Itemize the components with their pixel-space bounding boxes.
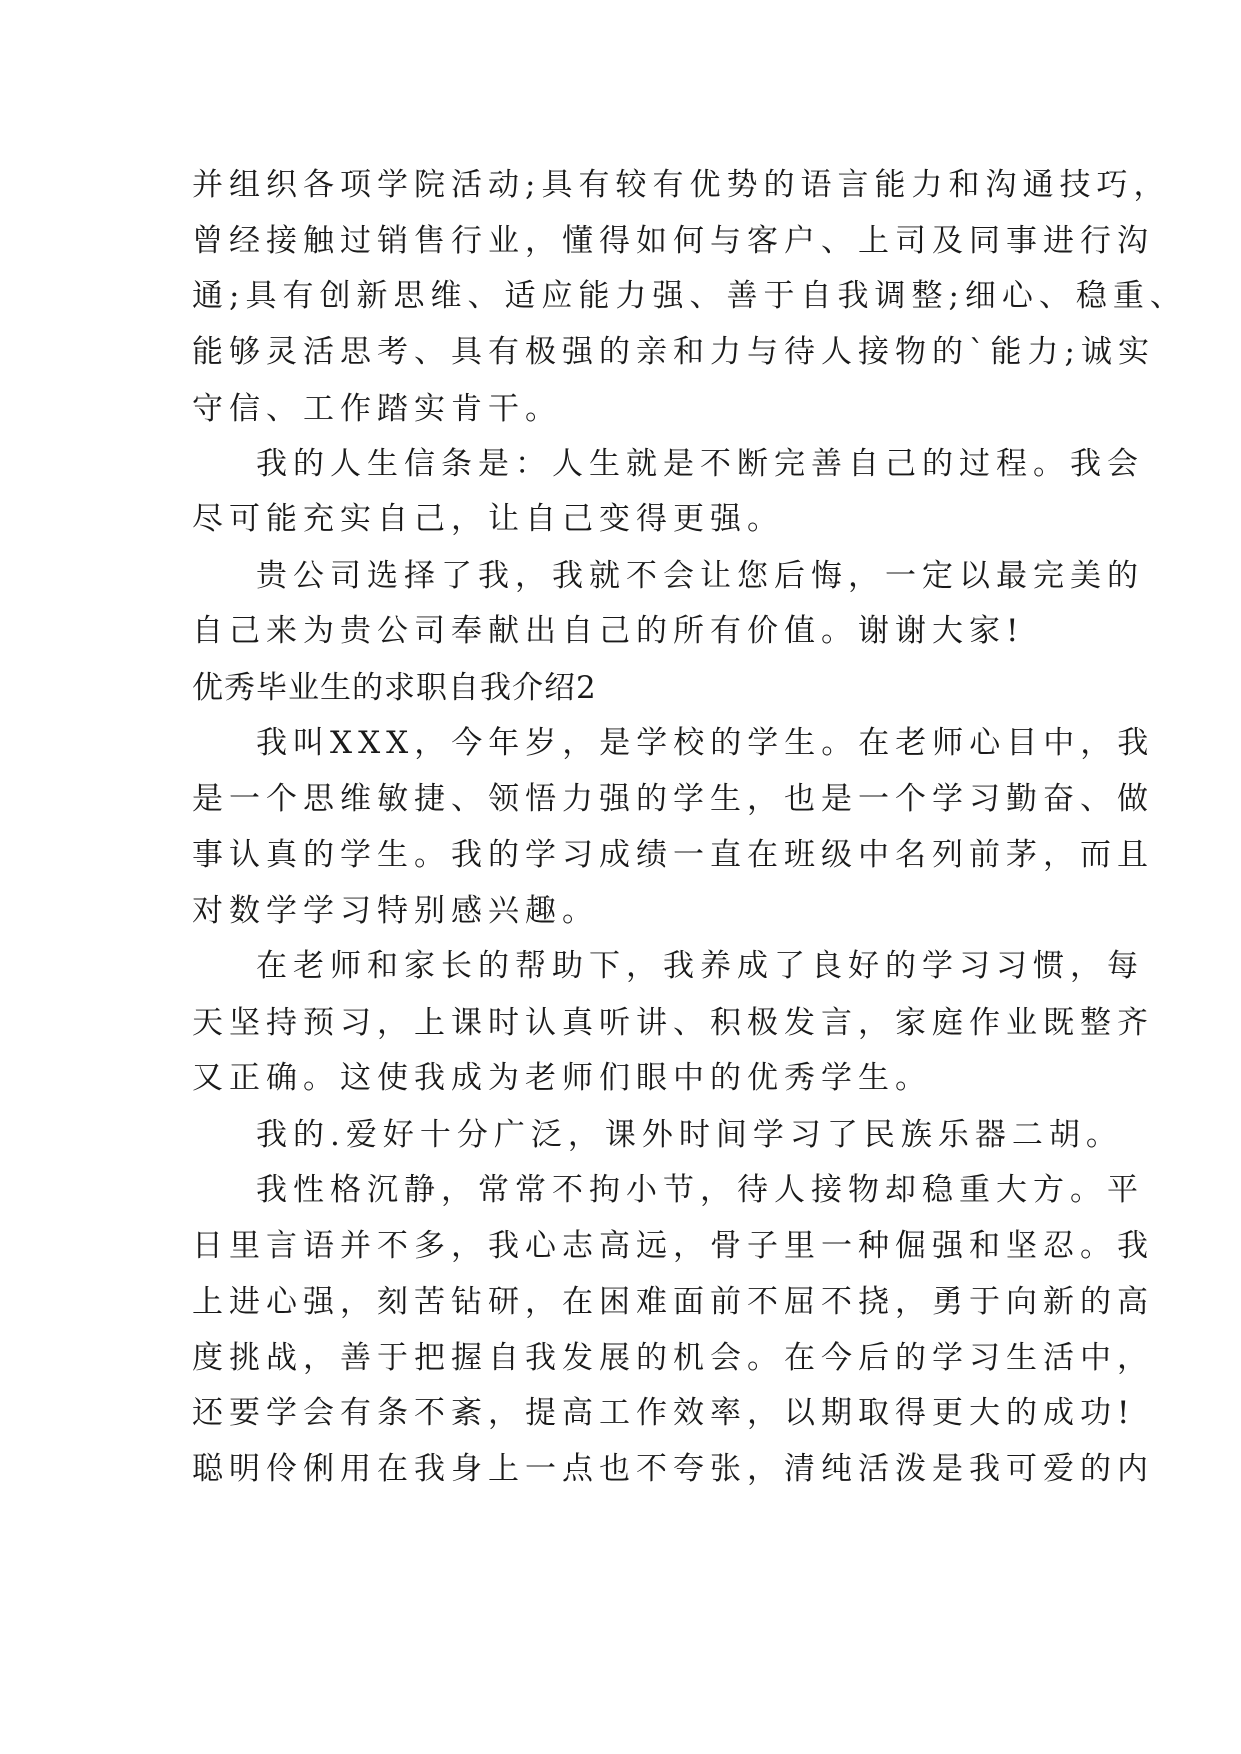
text-line: 是一个思维敏捷、领悟力强的学生，也是一个学习勤奋、做 xyxy=(192,781,1154,817)
text-line: 聪明伶俐用在我身上一点也不夸张，清纯活泼是我可爱的内 xyxy=(192,1451,1154,1487)
text-line: 并组织各项学院活动;具有较有优势的语言能力和沟通技巧， xyxy=(192,167,1171,203)
text-line: 天坚持预习，上课时认真听讲、积极发言，家庭作业既整齐 xyxy=(192,1005,1154,1041)
section-heading: 优秀毕业生的求职自我介绍2 xyxy=(192,670,597,706)
paragraph-first-line: 我性格沉静，常常不拘小节，待人接物却稳重大方。平 xyxy=(256,1172,1144,1208)
text-line: 自己来为贵公司奉献出自己的所有价值。谢谢大家! xyxy=(192,613,1025,649)
text-line: 通;具有创新思维、适应能力强、善于自我调整;细心、稳重、 xyxy=(192,278,1187,314)
text-line: 上进心强，刻苦钻研，在困难面前不屈不挠，勇于向新的高 xyxy=(192,1284,1154,1320)
text-line: 能够灵活思考、具有极强的亲和力与待人接物的`能力;诚实 xyxy=(192,334,1155,370)
text-line: 还要学会有条不紊，提高工作效率，以期取得更大的成功! xyxy=(192,1395,1136,1431)
paragraph-first-line: 我的人生信条是：人生就是不断完善自己的过程。我会 xyxy=(256,446,1144,482)
text-line: 对数学学习特别感兴趣。 xyxy=(192,893,599,929)
paragraph-first-line: 我叫XXX，今年岁，是学校的学生。在老师心目中，我 xyxy=(256,725,1155,761)
text-line: 日里言语并不多，我心志高远，骨子里一种倔强和坚忍。我 xyxy=(192,1228,1154,1264)
text-line: 事认真的学生。我的学习成绩一直在班级中名列前茅，而且 xyxy=(192,837,1154,873)
paragraph-first-line: 贵公司选择了我，我就不会让您后悔，一定以最完美的 xyxy=(256,558,1144,594)
text-line: 尽可能充实自己，让自己变得更强。 xyxy=(192,501,784,537)
text-line: 守信、工作踏实肯干。 xyxy=(192,391,562,427)
text-line: 又正确。这使我成为老师们眼中的优秀学生。 xyxy=(192,1060,932,1096)
paragraph-first-line: 在老师和家长的帮助下，我养成了良好的学习习惯，每 xyxy=(256,948,1144,984)
paragraph-first-line: 我的.爱好十分广泛，课外时间学习了民族乐器二胡。 xyxy=(256,1117,1123,1153)
text-line: 曾经接触过销售行业，懂得如何与客户、上司及同事进行沟 xyxy=(192,223,1154,259)
text-line: 度挑战，善于把握自我发展的机会。在今后的学习生活中， xyxy=(192,1340,1154,1376)
